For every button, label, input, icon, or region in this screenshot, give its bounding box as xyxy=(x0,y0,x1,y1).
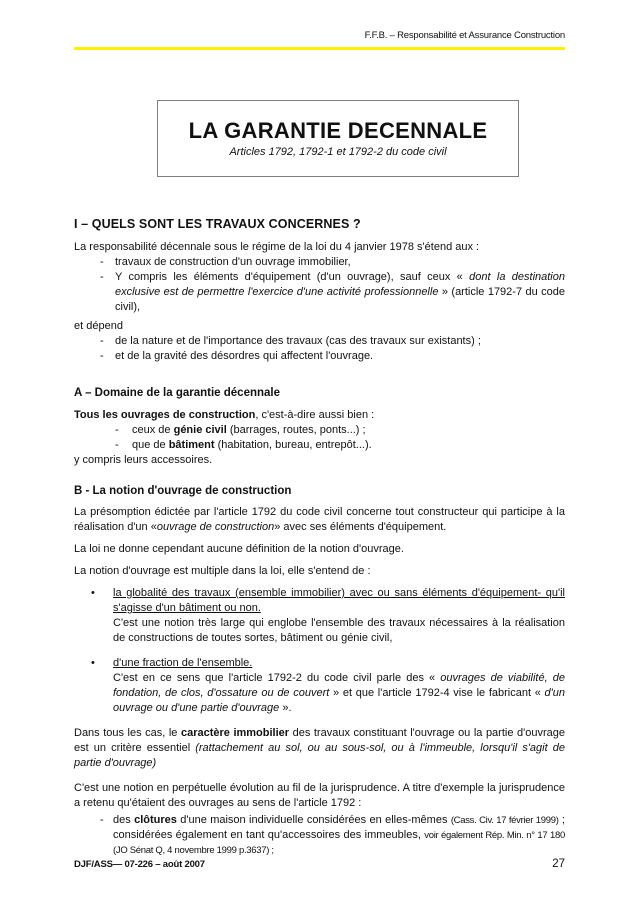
section-b-bullets xyxy=(74,586,565,716)
dash-marker: - xyxy=(100,256,104,268)
section-1-list xyxy=(74,255,565,315)
paragraph-text-italic: ouvrage de construction xyxy=(156,521,275,533)
list-item-text: que de xyxy=(132,439,169,451)
section-1-connector: et dépend xyxy=(74,320,123,332)
list-item xyxy=(74,349,565,364)
document-title: LA GARANTIE DECENNALE xyxy=(188,118,488,143)
bullet-item xyxy=(74,656,565,716)
citation-text: (Cass. Civ. 17 février 1999) xyxy=(450,815,559,826)
section-1-heading: I – QUELS SONT LES TRAVAUX CONCERNES ? xyxy=(74,217,361,231)
page-footer xyxy=(74,858,565,870)
paragraph-text: Dans tous les cas, le xyxy=(74,727,181,739)
list-item xyxy=(74,438,565,453)
page-header xyxy=(74,0,565,42)
footer-doc-ref: DJF/ASS— 07-226 – août 2007 xyxy=(74,859,205,870)
dash-marker: - xyxy=(115,439,119,451)
list-item xyxy=(74,255,565,270)
list-item-text-italic: dont la destination exclusive est de permettre l'exercice d'une activité professionnelle xyxy=(115,271,565,298)
bullet-underlined-text: d'une fraction de l'ensemble. xyxy=(113,657,253,669)
list-item xyxy=(74,270,565,315)
bullet-text: ». xyxy=(279,702,292,714)
list-item-text: ; considérées également en tant qu'accessoires des immeubles, xyxy=(113,814,565,841)
bullet-underlined-text: la globalité des travaux (ensemble immobilier) avec ou sans éléments d'équipement- qu'il s'agisse d'un bâtiment ou non. xyxy=(113,587,565,614)
section-b-heading: B - La notion d'ouvrage de construction xyxy=(74,485,292,497)
page-number: 27 xyxy=(552,858,565,870)
paragraph: La notion d'ouvrage est multiple dans la loi, elle s'entend de : xyxy=(74,565,371,577)
header-rule xyxy=(74,47,565,50)
bullet-text-italic: d'un ouvrage ou d'une partie d'ouvrage xyxy=(113,687,565,714)
section-a-outro: y compris leurs accessoires. xyxy=(74,454,213,466)
dash-marker: - xyxy=(100,350,104,362)
header-text: F.F.B. – Responsabilité et Assurance Construction xyxy=(364,30,565,41)
dash-marker: - xyxy=(115,424,119,436)
paragraph-text: La présomption édictée par l'article 1792 du code civil concerne tout constructeur qui participe à la réalisation d'un « xyxy=(74,506,565,533)
section-a-heading: A – Domaine de la garantie décennale xyxy=(74,387,281,399)
paragraph: La loi ne donne cependant aucune définition de la notion d'ouvrage. xyxy=(74,543,404,555)
bullet-text: C'est en ce sens que l'article 1792-2 du code civil parle des « xyxy=(113,672,441,684)
document-subtitle: Articles 1792, 1792-1 et 1792-2 du code civil xyxy=(229,146,447,158)
list-item-text: » (article 1792-7 du code civil), xyxy=(115,286,566,313)
paragraph: C'est une notion en perpétuelle évolution au fil de la jurisprudence. A titre d'exemple la jurisprudence a retenu qu'étaient des ouvrages au sens de l'article 1792 : xyxy=(74,782,565,809)
paragraph-text-italic: (rattachement au sol, ou au sous-sol, ou à l'immeuble, lorsqu'il s'agit de partie d'ouvrage) xyxy=(74,742,565,769)
paragraph-text: des travaux constituant l'ouvrage ou la partie d'ouvrage est un critère essentiel xyxy=(74,727,565,754)
paragraph xyxy=(74,505,565,535)
dash-marker: - xyxy=(100,271,104,283)
list-item-text-bold: génie civil xyxy=(173,424,227,436)
list-item-text-bold: clôtures xyxy=(134,814,177,826)
bullet-item xyxy=(74,586,565,646)
intro-bold: Tous les ouvrages de construction xyxy=(74,409,256,421)
bullet-marker: • xyxy=(91,657,95,669)
document-body xyxy=(74,217,565,858)
paragraph-text: » avec ses éléments d'équipement. xyxy=(274,521,447,533)
list-item-text: travaux de construction d'un ouvrage immobilier, xyxy=(115,256,351,268)
section-1-intro: La responsabilité décennale sous le régime de la loi du 4 janvier 1978 s'étend aux : xyxy=(74,241,480,253)
list-item-text-bold: bâtiment xyxy=(168,439,215,451)
bullet-body: C'est une notion très large qui englobe l'ensemble des travaux nécessaires à la réalisation de constructions de toutes sortes, bâtiment ou génie civil, xyxy=(113,617,565,644)
list-item-text: ceux de xyxy=(132,424,174,436)
bullet-marker: • xyxy=(91,587,95,599)
section-a-intro xyxy=(74,408,565,423)
list-item xyxy=(74,813,565,858)
list-item-text: de la nature et de l'importance des travaux (cas des travaux sur existants) ; xyxy=(115,335,481,347)
intro-rest: , c'est-à-dire aussi bien : xyxy=(255,409,375,421)
list-item-text: (habitation, bureau, entrepôt...). xyxy=(214,439,372,451)
bullet-lead xyxy=(113,586,565,616)
citation-text: voir également Rép. Min. n° 17 180 (JO Sénat Q, 4 novembre 1999 p.3637) ; xyxy=(113,830,565,856)
list-item xyxy=(74,423,565,438)
list-item xyxy=(74,334,565,349)
dash-marker: - xyxy=(100,335,104,347)
list-item-text: Y compris les éléments d'équipement (d'un ouvrage), sauf ceux « xyxy=(115,271,470,283)
title-box xyxy=(157,100,519,177)
bullet-lead xyxy=(113,656,565,671)
section-a-list xyxy=(74,423,565,453)
paragraph xyxy=(74,726,565,771)
list-item-text: et de la gravité des désordres qui affectent l'ouvrage. xyxy=(115,350,374,362)
list-item-text: (barrages, routes, ponts...) ; xyxy=(226,424,366,436)
list-item-text: d'une maison individuelle considérées en elles-mêmes xyxy=(176,814,451,826)
bullet-body xyxy=(113,671,565,716)
section-1-list-2 xyxy=(74,334,565,364)
paragraph-text-bold: caractère immobilier xyxy=(180,727,290,739)
list-item-text: des xyxy=(113,814,135,826)
dash-marker: - xyxy=(100,814,104,826)
bullet-text: » et que l'article 1792-4 vise le fabricant « xyxy=(329,687,545,699)
bullet-text-italic: ouvrages de viabilité, de fondation, de clos, d'ossature ou de couvert xyxy=(113,672,565,699)
